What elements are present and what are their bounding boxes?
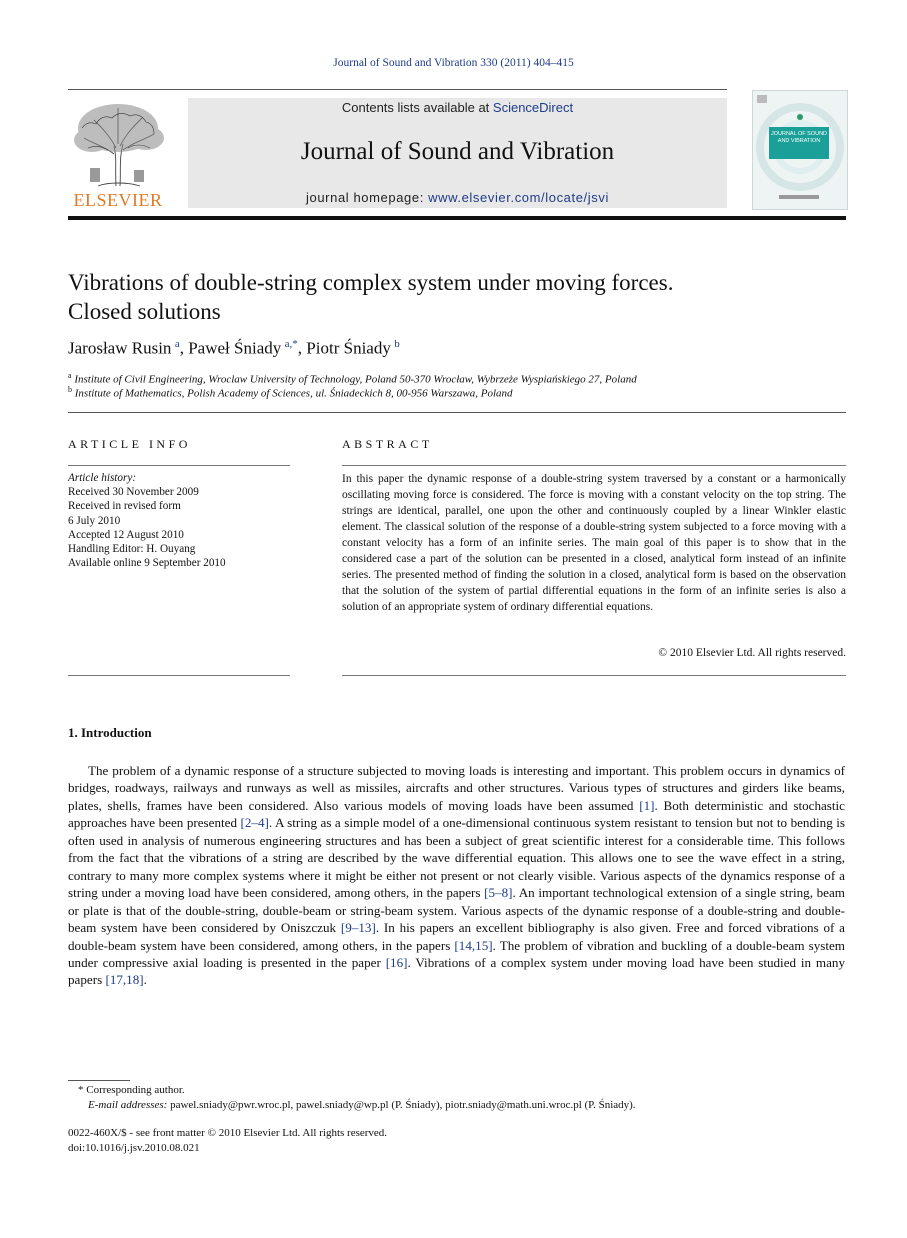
paragraph-text: . The problem of vibration and buckling of a double-beam system under compressive axial loading is presented in the paper: [68, 937, 845, 970]
introduction-paragraph: [68, 762, 845, 989]
author-name: Jarosław Rusin: [68, 338, 172, 358]
sciencedirect-link[interactable]: ScienceDirect: [492, 100, 574, 115]
homepage-line: [188, 190, 727, 205]
abstract-heading: ABSTRACT: [342, 437, 433, 451]
article-info-rule: [68, 465, 290, 466]
author-list: Jarosław Rusin $^a$, Paweł Śniady $^{a,*}$, Piotr Śniady $^b$: [68, 338, 400, 358]
citation-link[interactable]: [14,15]: [454, 937, 493, 953]
paragraph-text: The problem of a dynamic response of a structure subjected to moving loads is interesting and important. This problem occurs in dynamics of bridges, roadways, railways and runways as well as missiles, aircrafts and other structures. Various types of structures and girders like beams, plates, shells, frames have been considered. Also various models of moving loads have been assumed: [68, 763, 845, 813]
author-name: Piotr Śniady: [306, 338, 391, 358]
abstract-text: In this paper the dynamic response of a double-string system traversed by a constant or a harmonically oscillating moving force is considered. The force is moving with a constant velocity on the top string. The strings are identical, parallel, one upon the other and continuously coupled by a linear Winkler elastic element. The classical solution of the response of a double-string system subjected to a force moving with a constant velocity has a form of an infinite series. The main goal of this paper is to show that in the considered case a part of the solution can be presented in a closed, analytical form instead of an infinite series. The presented method of finding the solution in a closed, analytical form is based on the observation that the solution of the system of partial differential equations in the form of an infinite series is also a solution of an appropriate system of ordinary differential equations.: [342, 473, 846, 613]
history-item: Handling Editor: H. Ouyang: [68, 543, 196, 556]
cover-title-box: [769, 127, 829, 159]
article-title-line-1: Vibrations of double-string complex system under moving forces.: [68, 270, 674, 295]
affiliation-mark: a: [68, 371, 72, 380]
paragraph-text: . A string as a simple model of a one-dimensional continuous system resistant to tension but not to bending is often used in analysis of numerous engineering structures and has been a subject of great scientific interest for a considerable time. This follows from the fact that the vibrations of a string are described by the wave differential equation. This allows one to see the wave effect in a string, contrary to many more complex systems where it might be either not present or not clearly visible. Various aspects of the dynamics response of a string under a moving load have been considered, among others, in the papers: [68, 815, 845, 901]
author-affiliation-mark[interactable]: b: [394, 338, 400, 350]
article-history: [68, 471, 226, 570]
history-label: Article history:: [68, 472, 137, 484]
paragraph-text: .: [143, 972, 147, 988]
front-matter-line: 0022-460X/$ - see front matter © 2010 Elsevier Ltd. All rights reserved.: [68, 1127, 388, 1139]
cover-title: JOURNAL OF SOUND AND VIBRATION: [770, 131, 828, 144]
front-matter: [68, 1126, 387, 1156]
article-info-heading: ARTICLE INFO: [68, 437, 191, 451]
paragraph-text: . Vibrations of a complex system under moving load have been studied in many papers: [68, 954, 845, 988]
citation-link[interactable]: [5–8]: [484, 885, 513, 901]
journal-name: Journal of Sound and Vibration: [300, 138, 615, 165]
history-item: Available online 9 September 2010: [68, 557, 226, 570]
email-label: E-mail addresses:: [88, 1099, 171, 1111]
citation-link[interactable]: [16]: [385, 954, 408, 970]
affiliation-text: Institute of Civil Engineering, Wroclaw University of Technology, Poland 50-370 Wrocław, Wybrzeże Wyspiańskiego 27, Poland: [74, 373, 637, 386]
paragraph-text: . An important technological extension of a single string, beam or plate is that of the double-string, double-beam or string-beam system. Various aspects of the dynamic response of a double-string and double-beam system have been considered by Oniszczuk: [68, 885, 845, 936]
journal-masthead: [188, 98, 727, 208]
citation-link[interactable]: [9–13]: [340, 920, 376, 936]
article-title-line-2: Closed solutions: [68, 299, 221, 324]
article-info-rule: [68, 675, 290, 676]
journal-citation[interactable]: Journal of Sound and Vibration 330 (2011) 404–415: [333, 57, 574, 69]
affiliation-text: Institute of Mathematics, Polish Academy of Sciences, ul. Śniadeckich 8, 00-956 Warszawa, Poland: [74, 387, 513, 400]
author-affiliation-mark[interactable]: a: [174, 338, 180, 350]
journal-cover-image: [752, 90, 848, 210]
author-affiliation-mark[interactable]: a,*: [284, 338, 298, 350]
introduction-heading: 1. Introduction: [68, 725, 152, 740]
email-footnote: [88, 1099, 636, 1111]
author-name: Paweł Śniady: [188, 338, 282, 358]
email-addresses[interactable]: pawel.sniady@pwr.wroc.pl, pawel.sniady@wp.pl (P. Śniady), piotr.sniady@math.uni.wroc.pl (P. Śniady).: [170, 1099, 636, 1111]
contents-prefix: Contents lists available at: [341, 100, 493, 115]
history-item: Accepted 12 August 2010: [68, 528, 184, 541]
contents-line: [188, 100, 727, 115]
article-title: [68, 268, 848, 326]
affiliation: [68, 371, 637, 386]
section-rule: [68, 412, 846, 413]
citation-link[interactable]: [2–4]: [240, 815, 269, 831]
affiliation: [68, 385, 513, 400]
homepage-prefix: journal homepage:: [306, 190, 429, 205]
citation-link[interactable]: [17,18]: [105, 972, 144, 988]
citation-link[interactable]: [1]: [639, 797, 655, 813]
homepage-link[interactable]: www.elsevier.com/locate/jsvi: [428, 190, 609, 205]
paragraph-text: . Both deterministic and stochastic approaches have been presented: [68, 797, 845, 831]
doi[interactable]: doi:10.1016/j.jsv.2010.08.021: [68, 1142, 200, 1154]
corresponding-author-note: * Corresponding author.: [78, 1084, 185, 1096]
abstract-rule: [342, 675, 846, 676]
affiliation-mark: b: [68, 385, 72, 394]
history-item: 6 July 2010: [68, 514, 121, 527]
header-rule: [68, 89, 727, 90]
history-item: Received 30 November 2009: [68, 486, 199, 499]
abstract-rule: [342, 465, 846, 466]
elsevier-wordmark: ELSEVIER: [73, 190, 163, 210]
abstract-copyright: © 2010 Elsevier Ltd. All rights reserved.: [658, 647, 846, 659]
paragraph-text: . In his papers an excellent bibliography is also given. Free and forced vibrations of a double-beam system have been considered, among others, in the papers: [68, 920, 845, 953]
history-item: Received in revised form: [68, 500, 181, 513]
footnote-rule: [68, 1080, 130, 1081]
masthead-thick-rule: [68, 216, 846, 220]
